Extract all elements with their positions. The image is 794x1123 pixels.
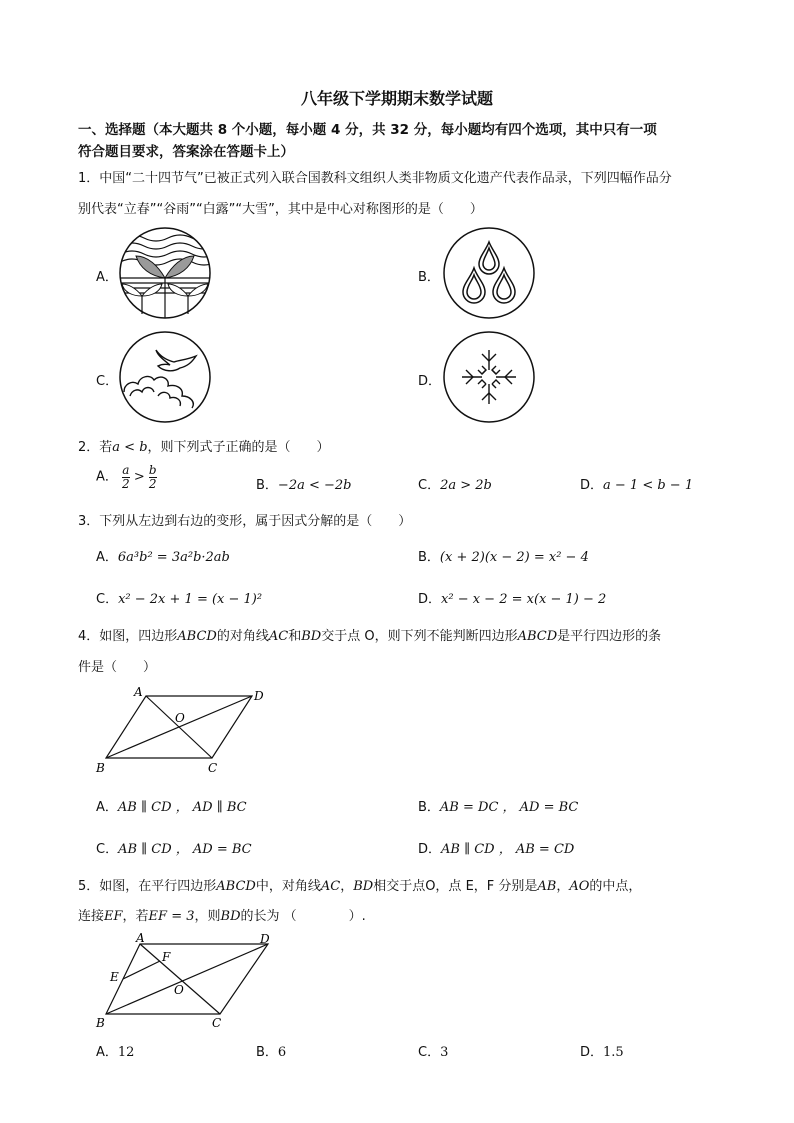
text: 是平行四边形的条	[557, 629, 662, 644]
q4-option-c	[96, 838, 252, 857]
math: BD	[353, 879, 374, 894]
q2-option-d-label: D．	[580, 478, 604, 493]
q4-parallelogram-figure	[90, 684, 280, 779]
q5-stem-line1	[78, 875, 641, 894]
water-drops-icon	[442, 226, 536, 320]
q4-option-d-label: D．	[418, 842, 442, 857]
q2-stem-pre: 2．若	[78, 440, 113, 455]
q2-option-c-math: 2a > 2b	[440, 478, 492, 493]
text: ，	[340, 879, 354, 894]
center-o-label: O	[175, 711, 185, 725]
q3-option-c	[96, 588, 262, 607]
q3-option-c-label: C．	[96, 592, 119, 607]
math: ABCD	[216, 879, 256, 894]
vertex-d-label: D	[254, 689, 264, 703]
snowflake-icon	[442, 330, 536, 424]
vertex-b-label: B	[96, 761, 105, 775]
math: ABCD	[177, 629, 217, 644]
q5-option-b-label: B．	[256, 1045, 278, 1060]
q1-stem-line1: 1．中国“二十四节气”已被正式列入联合国教科文组织人类非物质文化遗产代表作品录，下列四幅作品分	[78, 171, 672, 186]
q2-stem	[78, 436, 330, 455]
q4-stem-line1	[78, 625, 661, 644]
q5-option-d	[580, 1041, 624, 1060]
q5-option-d-value: 1.5	[603, 1045, 624, 1060]
diagonal-bd	[106, 696, 252, 758]
text: 相交于点O，点 E，F 分别是	[373, 879, 538, 894]
text: ，	[556, 879, 570, 894]
q3-option-c-math: x² − 2x + 1 = (x − 1)²	[118, 592, 263, 607]
q2-frac-a-over-2	[122, 464, 130, 490]
q5-parallelogram-figure	[90, 928, 290, 1033]
q5-option-a	[96, 1041, 134, 1060]
q4-option-a-math: AB ∥ CD ， AD ∥ BC	[117, 800, 247, 815]
section-heading-line2: 符合题目要求，答案涂在答题卡上）	[78, 144, 294, 160]
q4-option-d	[418, 838, 574, 857]
q3-option-a-math: 6a³b² = 3a²b·2ab	[117, 550, 230, 565]
page-title: 八年级下学期期末数学试题	[300, 89, 493, 108]
q4-option-c-math: AB ∥ CD ， AD = BC	[118, 842, 252, 857]
q5-option-c-value: 3	[440, 1045, 449, 1060]
segment-ef	[123, 961, 160, 979]
q5-option-d-label: D．	[580, 1045, 604, 1060]
q5-option-a-label: A．	[96, 1045, 118, 1060]
vertex-b-label: B	[96, 1016, 105, 1030]
q2-option-a-label: A．	[96, 469, 118, 485]
point-e-label: E	[110, 970, 119, 984]
q5-option-a-value: 12	[117, 1045, 135, 1060]
q3-stem: 3．下列从左边到右边的变形，属于因式分解的是（ ）	[78, 514, 412, 529]
diagonal-ac	[140, 944, 220, 1014]
q2-frac-b-over-2	[149, 464, 157, 490]
q1-option-a-label: A．	[96, 270, 118, 285]
math: BD	[220, 909, 241, 924]
math: ABCD	[517, 629, 558, 644]
math: BD	[301, 629, 322, 644]
q5-stem-line2	[78, 905, 366, 924]
q2-option-c-label: C．	[418, 478, 441, 493]
text: 4．如图，四边形	[78, 629, 178, 644]
sprout-icon	[118, 226, 212, 320]
q3-option-b-label: B．	[418, 550, 440, 565]
math: AC	[320, 879, 341, 894]
numerator: a	[122, 463, 130, 477]
text: ，若	[122, 909, 149, 924]
q4-option-b-label: B．	[418, 800, 440, 815]
q3-option-a-label: A．	[96, 550, 118, 565]
math: AO	[569, 879, 590, 894]
q5-option-b-value: 6	[277, 1045, 287, 1060]
q1-stem-line2: 别代表“立春”“谷雨”“白露”“大雪”，其中是中心对称图形的是（ ）	[78, 202, 483, 217]
q4-option-a-label: A．	[96, 800, 118, 815]
vertex-c-label: C	[208, 761, 218, 775]
math: AB	[537, 879, 557, 894]
text: 和	[288, 629, 302, 644]
vertex-a-label: A	[136, 931, 145, 945]
text: 连接	[78, 909, 105, 924]
q5-option-c	[418, 1041, 448, 1060]
text: 交于点 O，则下列不能判断四边形	[321, 629, 518, 644]
q3-option-d-math: x² − x − 2 = x(x − 1) − 2	[441, 592, 607, 607]
vertex-c-label: C	[212, 1016, 222, 1030]
numerator: b	[148, 463, 157, 477]
q4-stem-line2: 件是（ ）	[78, 660, 157, 675]
math: AC	[268, 629, 289, 644]
text: ，则	[194, 909, 221, 924]
point-f-label: F	[162, 950, 171, 964]
q3-option-b	[418, 546, 589, 565]
q2-stem-math: a < b	[112, 440, 148, 455]
q1-option-d-label: D．	[418, 374, 442, 389]
q4-option-b	[418, 796, 578, 815]
swallow-cloud-icon	[118, 330, 212, 424]
q1-option-b-label: B．	[418, 270, 440, 285]
q4-option-a	[96, 796, 247, 815]
vertex-a-label: A	[134, 685, 143, 699]
text: 5．如图，在平行四边形	[78, 879, 217, 894]
q3-option-d	[418, 588, 606, 607]
section-heading-line1: 一、选择题（本大题共 8 个小题，每小题 4 分，共 32 分，每小题均有四个选项，其中只有一项	[78, 122, 657, 138]
q2-stem-post: ，则下列式子正确的是（ ）	[147, 440, 330, 455]
q4-option-b-math: AB = DC ， AD = BC	[439, 800, 579, 815]
text: 的中点，	[589, 879, 642, 894]
q2-option-a	[96, 464, 157, 490]
denominator: 2	[148, 476, 157, 491]
q2-option-b-math: −2a < −2b	[277, 478, 352, 493]
q5-option-b	[256, 1041, 286, 1060]
q3-option-b-math: (x + 2)(x − 2) = x² − 4	[439, 550, 589, 565]
text: 的对角线	[216, 629, 269, 644]
vertex-d-label: D	[260, 932, 270, 946]
text: 中，对角线	[255, 879, 321, 894]
q2-option-b-label: B．	[256, 478, 278, 493]
q4-option-d-math: AB ∥ CD ， AB = CD	[441, 842, 575, 857]
q2-option-a-op: >	[133, 469, 145, 485]
q1-option-c-label: C．	[96, 374, 119, 389]
center-o-label: O	[174, 983, 184, 997]
q3-option-a	[96, 546, 230, 565]
q3-option-d-label: D．	[418, 592, 442, 607]
math: EF	[104, 909, 123, 924]
denominator: 2	[122, 476, 130, 491]
q2-option-d	[580, 474, 693, 493]
q2-option-d-math: a − 1 < b − 1	[603, 478, 694, 493]
q5-option-c-label: C．	[418, 1045, 441, 1060]
q2-option-b	[256, 474, 351, 493]
text: 的长为 （ ）.	[240, 909, 366, 924]
q2-option-c	[418, 474, 492, 493]
q4-option-c-label: C．	[96, 842, 119, 857]
math: EF = 3	[148, 909, 195, 924]
